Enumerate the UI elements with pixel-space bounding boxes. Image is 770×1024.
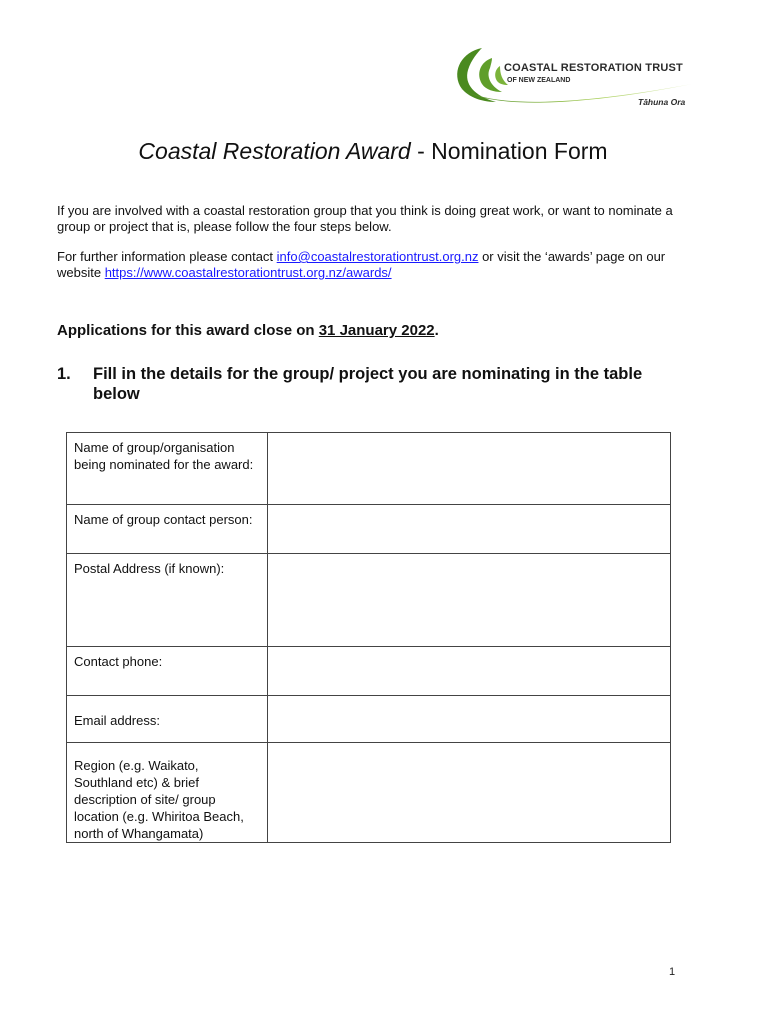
row-label: Name of group contact person:: [67, 505, 268, 554]
trust-logo: [452, 44, 697, 112]
table-row: [67, 647, 671, 696]
row-label: Name of group/organisation being nominated for the award:: [67, 433, 268, 505]
contact-text-middle: or visit the ‘awards’ page on our website: [57, 249, 666, 280]
table-row: [67, 743, 671, 843]
table-row: [67, 433, 671, 505]
postal-address-field[interactable]: [268, 554, 671, 647]
contact-phone-field[interactable]: [268, 647, 671, 696]
logo-subtitle: OF NEW ZEALAND: [507, 77, 571, 84]
nomination-details-table: [66, 432, 671, 843]
closing-text-before: Applications for this award close on: [57, 322, 319, 339]
row-label: Email address:: [67, 696, 268, 743]
title-italic: Coastal Restoration Award: [138, 138, 411, 164]
email-address-field[interactable]: [268, 696, 671, 743]
title-rest: - Nomination Form: [410, 138, 608, 164]
closing-date-notice: [57, 322, 439, 339]
closing-date: 31 January 2022: [318, 322, 435, 339]
step-text: Fill in the details for the group/ project you are nominating in the table below: [93, 365, 643, 403]
logo-title: COASTAL RESTORATION TRUST: [504, 62, 683, 74]
row-label: Postal Address (if known):: [67, 554, 268, 647]
table-row: [67, 554, 671, 647]
logo-tagline: Tāhuna Ora: [638, 97, 686, 107]
intro-paragraph: If you are involved with a coastal restoration group that you think is doing great work, or want to nominate a group or project that is, please follow the four steps below.: [57, 203, 673, 234]
table-row: [67, 505, 671, 554]
step-number: 1.: [57, 365, 71, 383]
closing-text-after: .: [434, 322, 439, 339]
contact-text-before: For further information please contact: [57, 249, 277, 264]
row-label: Region (e.g. Waikato, Southland etc) & brief description of site/ group location (e.g. Whiritoa Beach, north of Whangamata): [67, 743, 268, 843]
page-title: [0, 138, 746, 165]
group-name-field[interactable]: [268, 433, 671, 505]
contact-person-field[interactable]: [268, 505, 671, 554]
table-row: [67, 696, 671, 743]
contact-paragraph: [57, 249, 697, 281]
awards-url-link[interactable]: https://www.coastalrestorationtrust.org.nz/awards/: [104, 265, 392, 280]
email-link[interactable]: info@coastalrestorationtrust.org.nz: [276, 249, 479, 264]
row-label: Contact phone:: [67, 647, 268, 696]
page-number: 1: [669, 966, 676, 978]
region-description-field[interactable]: [268, 743, 671, 843]
